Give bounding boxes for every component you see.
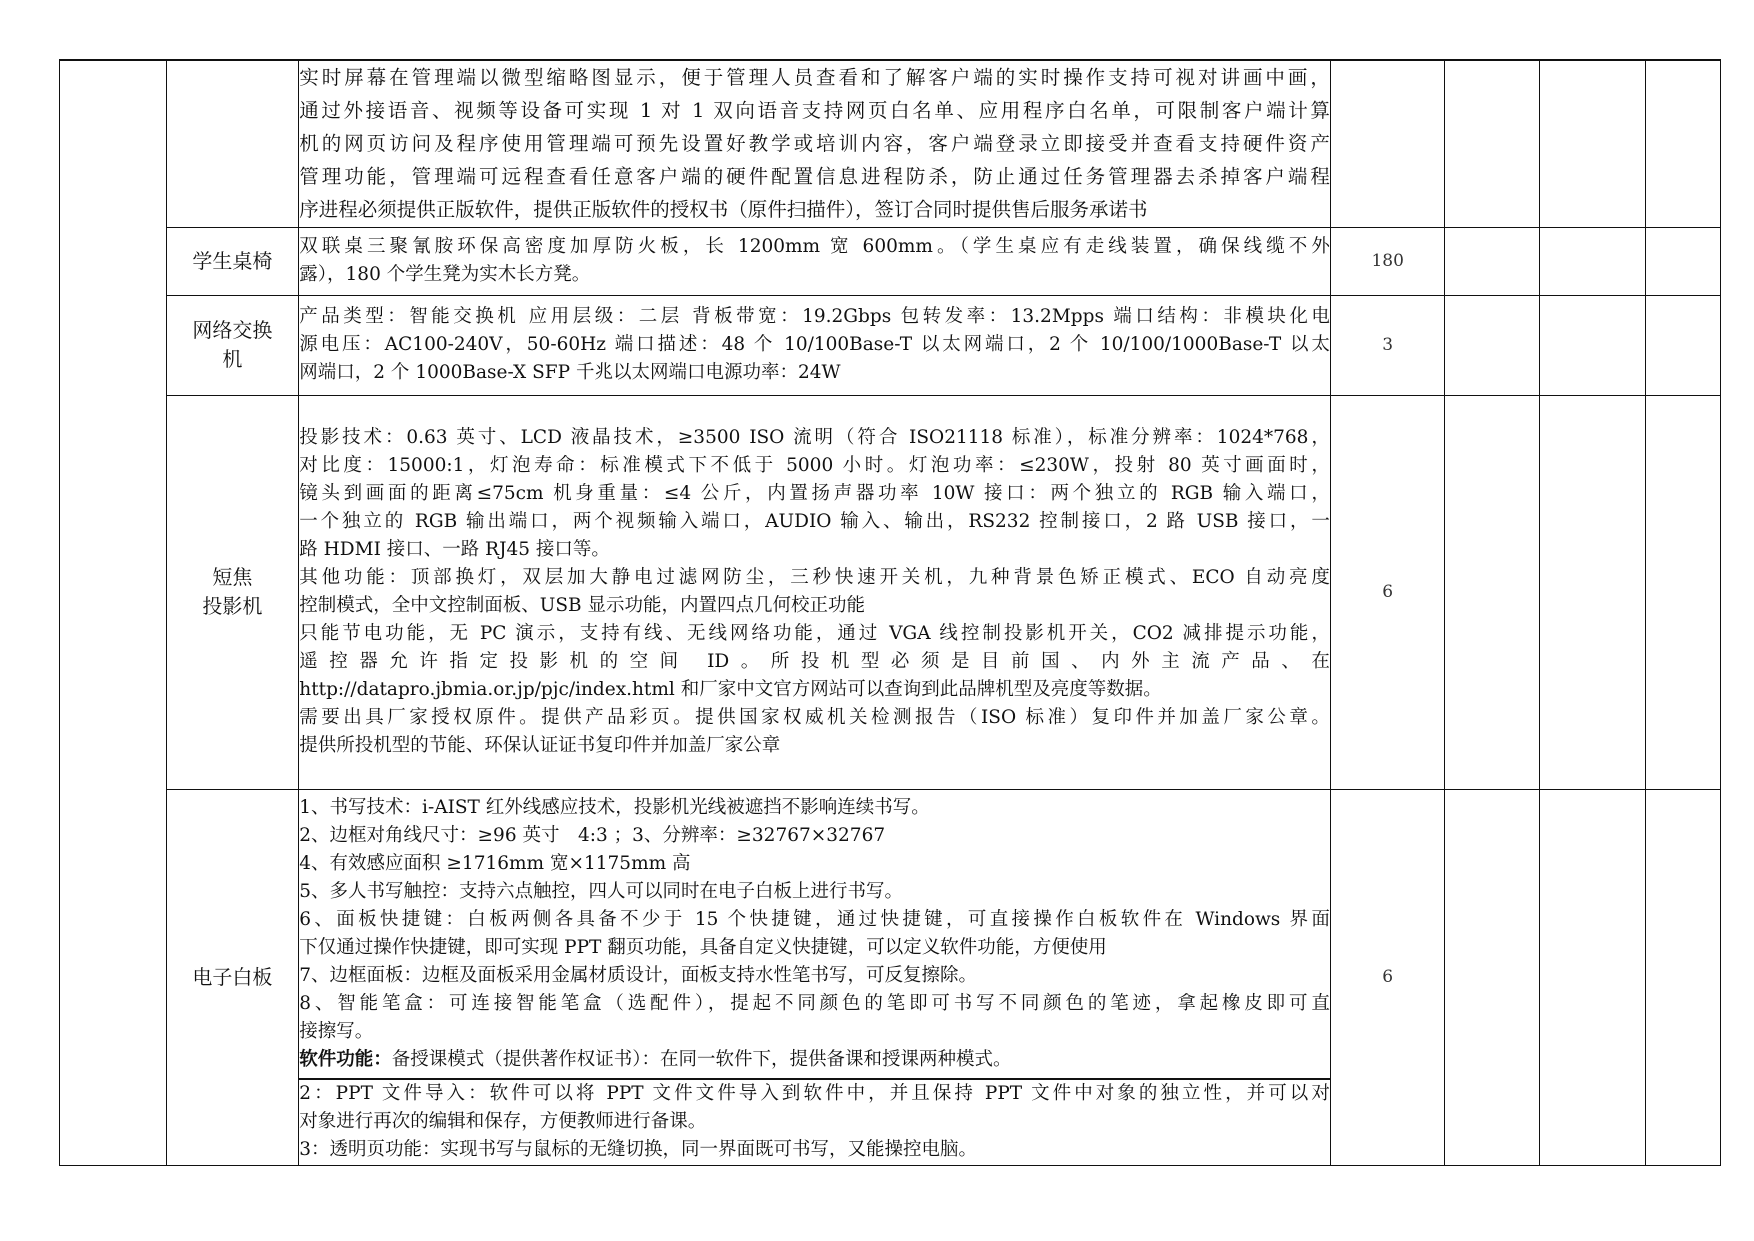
description-line: 管理功能，管理端可远程查看任意客户端的硬件配置信息进程防杀，防止通过任务管理器去杀掉客户端程 — [299, 165, 1330, 189]
item-name-line: 投影机 — [202, 594, 263, 618]
description-line: 双联桌三聚氰胺环保高密度加厚防火板，长 1200mm 宽 600mm。（学生桌应有走线装置，确保线缆不外 — [299, 236, 1330, 257]
empty-cell — [1445, 227, 1540, 295]
item-description-cell — [299, 789, 1331, 1079]
software-functions-text: 备授课模式（提供著作权证书）：在同一软件下，提供备课和授课两种模式。 — [391, 1048, 1012, 1070]
description-line: 下仅通过操作快捷键，即可实现 PPT 翻页功能，具备自定义快捷键，可以定义软件功能，方便使用 — [299, 936, 1107, 958]
empty-cell — [1539, 789, 1645, 1165]
empty-cell — [1445, 60, 1540, 227]
software-functions-line — [299, 1046, 1330, 1074]
description-line: 1、书写技术：i-AIST 红外线感应技术，投影机光线被遮挡不影响连续书写。 — [299, 796, 930, 818]
empty-cell — [1445, 395, 1540, 789]
table-row — [60, 60, 1721, 227]
description-line: 6、面板快捷键：白板两侧各具备不少于 15 个快捷键，通过快捷键，可直接操作白板软件在 Windows 界面 — [299, 908, 1330, 930]
empty-cell — [1445, 295, 1540, 395]
item-description-cell — [299, 295, 1331, 395]
description-line: 接擦写。 — [299, 1020, 374, 1042]
index-cell — [60, 60, 167, 1165]
description-line: 提供所投机型的节能、环保认证证书复印件并加盖厂家公章 — [299, 735, 781, 756]
quantity-cell — [1330, 60, 1445, 227]
item-name-cell — [166, 60, 299, 227]
quantity-cell: 180 — [1330, 227, 1445, 295]
description-line: 通过外接语音、视频等设备可实现 1 对 1 双向语音支持网页白名单、应用程序白名单，可限制客户端计算 — [299, 99, 1330, 123]
description-line: 实时屏幕在管理端以微型缩略图显示，便于管理人员查看和了解客户端的实时操作支持可视对讲画中画， — [299, 66, 1330, 90]
quantity-cell: 6 — [1330, 395, 1445, 789]
item-description-cell — [299, 60, 1331, 227]
table-row — [60, 227, 1721, 295]
description-line: 控制模式，全中文控制面板、USB 显示功能，内置四点几何校正功能 — [299, 595, 866, 616]
empty-cell — [1645, 395, 1720, 789]
empty-cell — [1645, 295, 1720, 395]
description-line: 只能节电功能，无 PC 演示，支持有线、无线网络功能，通过 VGA 线控制投影机开关，CO2 减排提示功能， — [299, 623, 1330, 644]
description-line: 7、边框面板：边框及面板采用金属材质设计，面板支持水性笔书写，可反复擦除。 — [299, 964, 978, 986]
description-line: 2：PPT 文件导入：软件可以将 PPT 文件文件导入到软件中，并且保持 PPT 文件中对象的独立性，并可以对 — [299, 1083, 1330, 1105]
item-name-cell — [166, 295, 299, 395]
description-line: 序进程必须提供正版软件，提供正版软件的授权书（原件扫描件），签订合同时提供售后服务承诺书 — [299, 198, 1148, 222]
empty-cell — [1645, 789, 1720, 1165]
quantity-cell: 6 — [1330, 789, 1445, 1165]
empty-cell — [1445, 789, 1540, 1165]
description-line: 机的网页访问及程序使用管理端可预先设置好教学或培训内容，客户端登录立即接受并查看支持硬件资产 — [299, 132, 1330, 156]
table-row — [60, 395, 1721, 789]
description-line: 对比度：15000:1，灯泡寿命：标准模式下不低于 5000 小时。灯泡功率：≤230W，投射 80 英寸画面时， — [299, 455, 1330, 476]
description-line: 其他功能：顶部换灯，双层加大静电过滤网防尘，三秒快速开关机，九种背景色矫正模式、ECO 自动亮度 — [299, 567, 1330, 588]
description-line: 8、智能笔盒：可连接智能笔盒（选配件），提起不同颜色的笔即可书写不同颜色的笔迹，拿起橡皮即可直 — [299, 992, 1330, 1014]
item-name-line: 机 — [222, 347, 243, 371]
description-line: http://datapro.jbmia.or.jp/pjc/index.html 和厂家中文官方网站可以查询到此品牌机型及亮度等数据。 — [299, 679, 1162, 700]
empty-cell — [1645, 60, 1720, 227]
item-name-cell: 电子白板 — [166, 789, 299, 1165]
description-line: 5、多人书写触控：支持六点触控，四人可以同时在电子白板上进行书写。 — [299, 880, 904, 902]
item-description-cell — [299, 227, 1331, 295]
item-description-cell — [299, 1079, 1331, 1165]
empty-cell — [1645, 227, 1720, 295]
item-name-cell: 学生桌椅 — [166, 227, 299, 295]
description-line: 镜头到画面的距离≤75cm 机身重量：≤4 公斤，内置扬声器功率 10W 接口：两个独立的 RGB 输入端口， — [299, 483, 1330, 504]
description-line: 网端口，2 个 1000Base-X SFP 千兆以太网端口电源功率：24W — [299, 362, 841, 383]
description-line: 3：透明页功能：实现书写与鼠标的无缝切换，同一界面既可书写，又能操控电脑。 — [299, 1139, 978, 1161]
specification-table — [59, 59, 1721, 1166]
item-name-line: 网络交换 — [192, 318, 273, 342]
quantity-cell: 3 — [1330, 295, 1445, 395]
item-name-cell — [166, 395, 299, 789]
empty-cell — [1539, 60, 1645, 227]
description-line: 露），180 个学生凳为实木长方凳。 — [299, 264, 591, 285]
empty-cell — [1539, 227, 1645, 295]
item-name-line: 短焦 — [212, 565, 253, 589]
table-row — [60, 789, 1721, 1079]
description-line: 路 HDMI 接口、一路 RJ45 接口等。 — [299, 539, 610, 560]
description-line: 投影技术：0.63 英寸、LCD 液晶技术，≥3500 ISO 流明（符合 ISO21118 标准），标准分辨率：1024*768， — [299, 427, 1330, 448]
empty-cell — [1539, 395, 1645, 789]
description-line: 4、有效感应面积 ≥1716mm 宽×1175mm 高 — [299, 852, 691, 874]
description-line: 需要出具厂家授权原件。提供产品彩页。提供国家权威机关检测报告（ISO 标准）复印件并加盖厂家公章。 — [299, 707, 1330, 728]
description-line: 产品类型：智能交换机 应用层级：二层 背板带宽：19.2Gbps 包转发率：13.2Mpps 端口结构：非模块化电 — [299, 306, 1330, 327]
software-functions-label: 软件功能： — [299, 1048, 392, 1070]
empty-cell — [1539, 295, 1645, 395]
description-line: 源电压：AC100-240V，50-60Hz 端口描述：48 个 10/100Base-T 以太网端口，2 个 10/100/1000Base-T 以太 — [299, 334, 1330, 355]
description-line: 一个独立的 RGB 输出端口，两个视频输入端口，AUDIO 输入、输出，RS232 控制接口，2 路 USB 接口，一 — [299, 511, 1330, 532]
description-line: 对象进行再次的编辑和保存，方便教师进行备课。 — [299, 1111, 707, 1133]
table-row — [60, 295, 1721, 395]
item-description-cell — [299, 395, 1331, 789]
description-line: 遥控器允许指定投影机的空间 ID。所投机型必须是目前国、内外主流产品、在 — [299, 651, 1330, 672]
description-line: 2、边框对角线尺寸：≥96 英寸 4:3 ；3、分辨率：≥32767×32767 — [299, 824, 886, 846]
